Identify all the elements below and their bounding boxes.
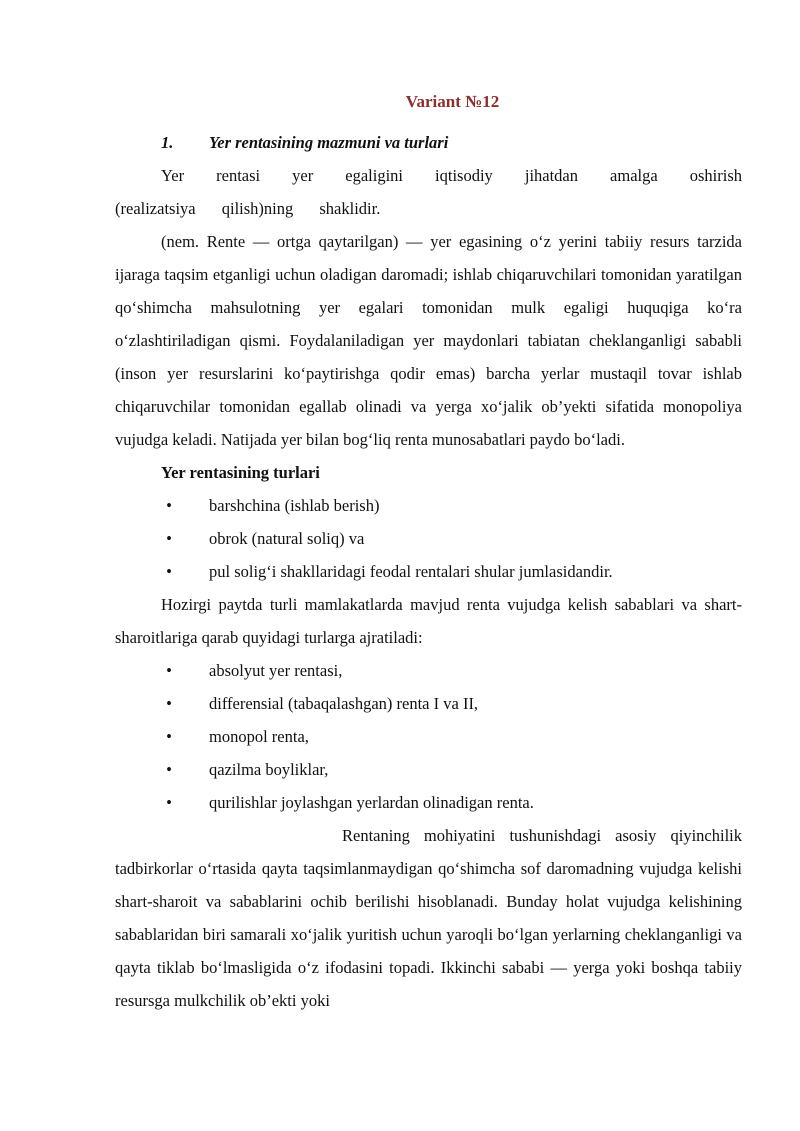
- bullet-icon: •: [166, 661, 172, 680]
- list-item: [115, 489, 742, 522]
- bullet-icon: •: [166, 727, 172, 746]
- section-heading: [115, 126, 742, 159]
- list-item-text: obrok (natural soliq) va: [209, 529, 365, 548]
- section-title: Yer rentasining mazmuni va turlari: [209, 133, 449, 152]
- list-item: [115, 753, 742, 786]
- list-item-text: absolyut yer rentasi,: [209, 661, 343, 680]
- bullet-icon: •: [166, 694, 172, 713]
- list-item: [115, 522, 742, 555]
- list-item-text: qurilishlar joylashgan yerlardan olinadigan renta.: [209, 793, 534, 812]
- types-heading: Yer rentasining turlari: [161, 463, 320, 482]
- list-item-text: barshchina (ishlab berish): [209, 496, 380, 515]
- list-item-text: pul solig‘i shakllaridagi feodal rentalari shular jumlasidandir.: [209, 562, 613, 581]
- document-body: [115, 126, 742, 1017]
- paragraph-definition: Yer rentasi yer egaligini iqtisodiy jihatdan amalga oshirish (realizatsiya qilish)ning shaklidir.: [115, 166, 742, 218]
- bullet-icon: •: [166, 529, 172, 548]
- types-list: [115, 489, 742, 588]
- list-item: [115, 687, 742, 720]
- bullet-icon: •: [166, 496, 172, 515]
- list-item: [115, 786, 742, 819]
- list-item-text: monopol renta,: [209, 727, 309, 746]
- variant-title: Variant №12: [405, 92, 500, 111]
- section-number: 1.: [161, 133, 174, 152]
- list-item: [115, 555, 742, 588]
- bullet-icon: •: [166, 793, 172, 812]
- list-item-text: differensial (tabaqalashgan) renta I va II,: [209, 694, 479, 713]
- list-item: [115, 720, 742, 753]
- list-item: [115, 654, 742, 687]
- list-item-text: qazilma boyliklar,: [209, 760, 329, 779]
- paragraph-etymology: (nem. Rente — ortga qaytarilgan) — yer egasining o‘z yerini tabiiy resurs tarzida ijaraga taqsim etganligi uchun oladigan daromadi; ishlab chiqaruvchilari tomonidan yaratilgan qo‘shimcha mahsulotning yer egalari tomonidan mulk egaligi huquqiga ko‘ra o‘zlashtiriladigan qismi. Foydalaniladigan yer maydonlari tabiatan cheklanganligi sababli (inson yer resurslarini ko‘paytirishga qodir emas) barcha yerlar mustaqil tovar ishlab chiqaruvchilar tomonidan egallab olinadi va yerga xo‘jalik ob’yekti sifatida monopoliya vujudga keladi. Natijada yer bilan bog‘liq renta munosabatlari paydo bo‘ladi.: [115, 232, 742, 449]
- paragraph-essence: Rentaning mohiyatini tushunishdagi asosiy qiyinchilik tadbirkorlar o‘rtasida qayta taqsimlanmaydigan qo‘shimcha sof daromadning vujudga kelishi shart-sharoit va sabablarini ochib berilishi hisoblanadi. Bunday holat vujudga kelishining sabablaridan biri samarali xo‘jalik yuritish uchun yaroqli bo‘lgan yerlarning cheklanganligi va qayta tiklab bo‘lmasligida o‘z ifodasini topadi. Ikkinchi sababi — yerga yoki boshqa tabiiy resursga mulkchilik ob’ekti yoki: [115, 826, 742, 1010]
- bullet-icon: •: [166, 760, 172, 779]
- paragraph-modern-types: Hozirgi paytda turli mamlakatlarda mavjud renta vujudga kelish sabablari va shart-sharoitlariga qarab quyidagi turlarga ajratiladi:: [115, 595, 742, 647]
- bullet-icon: •: [166, 562, 172, 581]
- modern-types-list: [115, 654, 742, 819]
